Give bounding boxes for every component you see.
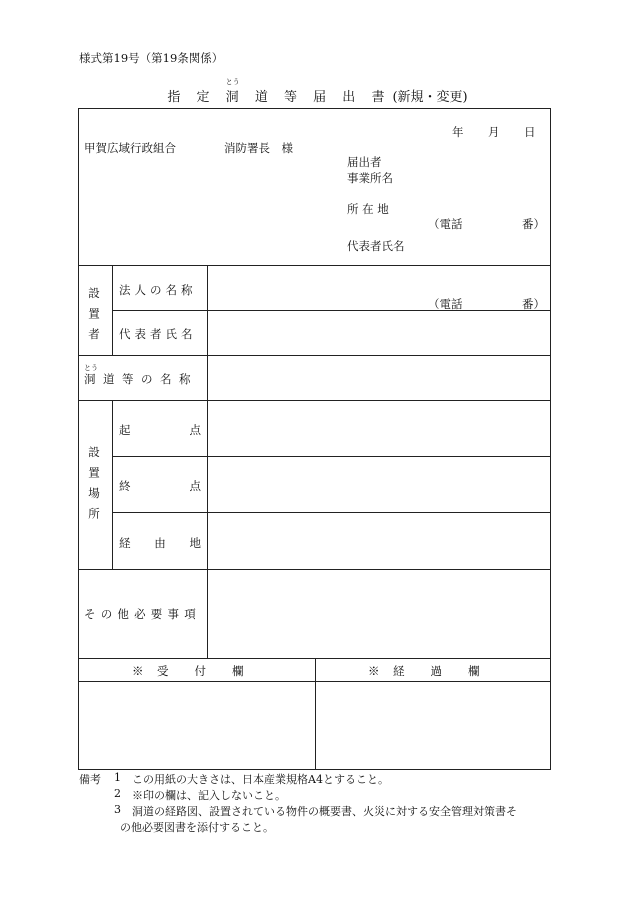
phone-close: 番） xyxy=(522,217,545,231)
via-char: 由 xyxy=(154,536,166,550)
via-char: 経 xyxy=(119,536,131,550)
title-suffix: (新規・変更) xyxy=(392,90,468,105)
address-label: 所 在 地 xyxy=(347,202,389,216)
year-label: 年 xyxy=(452,125,464,139)
day-label: 日 xyxy=(524,125,536,139)
divider-office-columns xyxy=(315,658,316,770)
installer-phone-open: （電話 xyxy=(428,297,463,311)
title-ruby: とう xyxy=(225,78,240,86)
title-char: 洞 xyxy=(225,90,240,105)
title-char: 等 xyxy=(283,90,298,105)
via-char: 地 xyxy=(189,536,201,550)
addressee-title: 消防署長 様 xyxy=(224,141,293,155)
note-text: 洞道の経路図、設置されている物件の概要書、火災に対する安全管理対策書そ xyxy=(132,805,517,818)
divider-label-column xyxy=(207,265,208,658)
other-items-label: その他必要事項 xyxy=(84,607,201,621)
notifier-label: 届出者 xyxy=(347,155,382,169)
title-char: 道 xyxy=(254,90,269,105)
phone-open: （電話 xyxy=(428,217,463,231)
divider-location-label xyxy=(112,400,113,569)
note-continuation: の他必要図書を添付すること。 xyxy=(120,821,274,834)
form-title xyxy=(0,78,630,105)
end-char: 終 xyxy=(119,479,131,493)
divider-installer-label xyxy=(112,265,113,355)
start-char: 起 xyxy=(119,423,131,437)
divider-start-end xyxy=(112,456,551,457)
via-point-label xyxy=(119,535,201,551)
divider-header xyxy=(78,265,551,266)
progress-column-header: ※ 経 過 欄 xyxy=(368,664,481,678)
note-text: ※印の欄は、記入しないこと。 xyxy=(132,789,286,802)
notes-heading: 備考 xyxy=(79,773,101,786)
end-point-label xyxy=(119,478,201,494)
addressee-org: 甲賀広域行政組合 xyxy=(84,141,176,155)
reception-column-header: ※ 受 付 欄 xyxy=(132,664,245,678)
corp-name-label: 法人の名称 xyxy=(119,283,197,297)
tunnel-name-label: 洞道等の名称 xyxy=(84,372,198,386)
title-char: 書 xyxy=(371,90,386,105)
installer-phone-close: 番） xyxy=(522,297,545,311)
note-text: この用紙の大きさは、日本産業規格A4とすること。 xyxy=(132,773,389,786)
form-number: 様式第19号（第19条関係） xyxy=(79,51,224,65)
tunnel-ruby: とう xyxy=(84,364,98,372)
end-char: 点 xyxy=(189,479,201,493)
installer-section-label: 設置者 xyxy=(87,287,101,349)
title-char: 出 xyxy=(342,90,357,105)
representative-label: 代表者氏名 xyxy=(347,239,405,253)
divider-location-top xyxy=(78,400,551,401)
note-number: 1 xyxy=(114,771,121,784)
title-char-with-ruby xyxy=(225,78,240,105)
divider-installer xyxy=(112,310,551,311)
start-char: 点 xyxy=(189,423,201,437)
rep-name-label: 代表者氏名 xyxy=(119,327,197,341)
divider-other-top xyxy=(78,569,551,570)
title-char: 指 xyxy=(167,90,182,105)
note-number: 2 xyxy=(114,787,121,800)
note-number: 3 xyxy=(114,803,121,816)
location-section-label: 設置場所 xyxy=(87,446,101,528)
title-char: 届 xyxy=(313,90,328,105)
title-char: 定 xyxy=(196,90,211,105)
start-point-label xyxy=(119,422,201,438)
divider-tunnel-top xyxy=(78,355,551,356)
divider-end-via xyxy=(112,512,551,513)
month-label: 月 xyxy=(488,125,500,139)
office-name-label: 事業所名 xyxy=(347,171,393,185)
